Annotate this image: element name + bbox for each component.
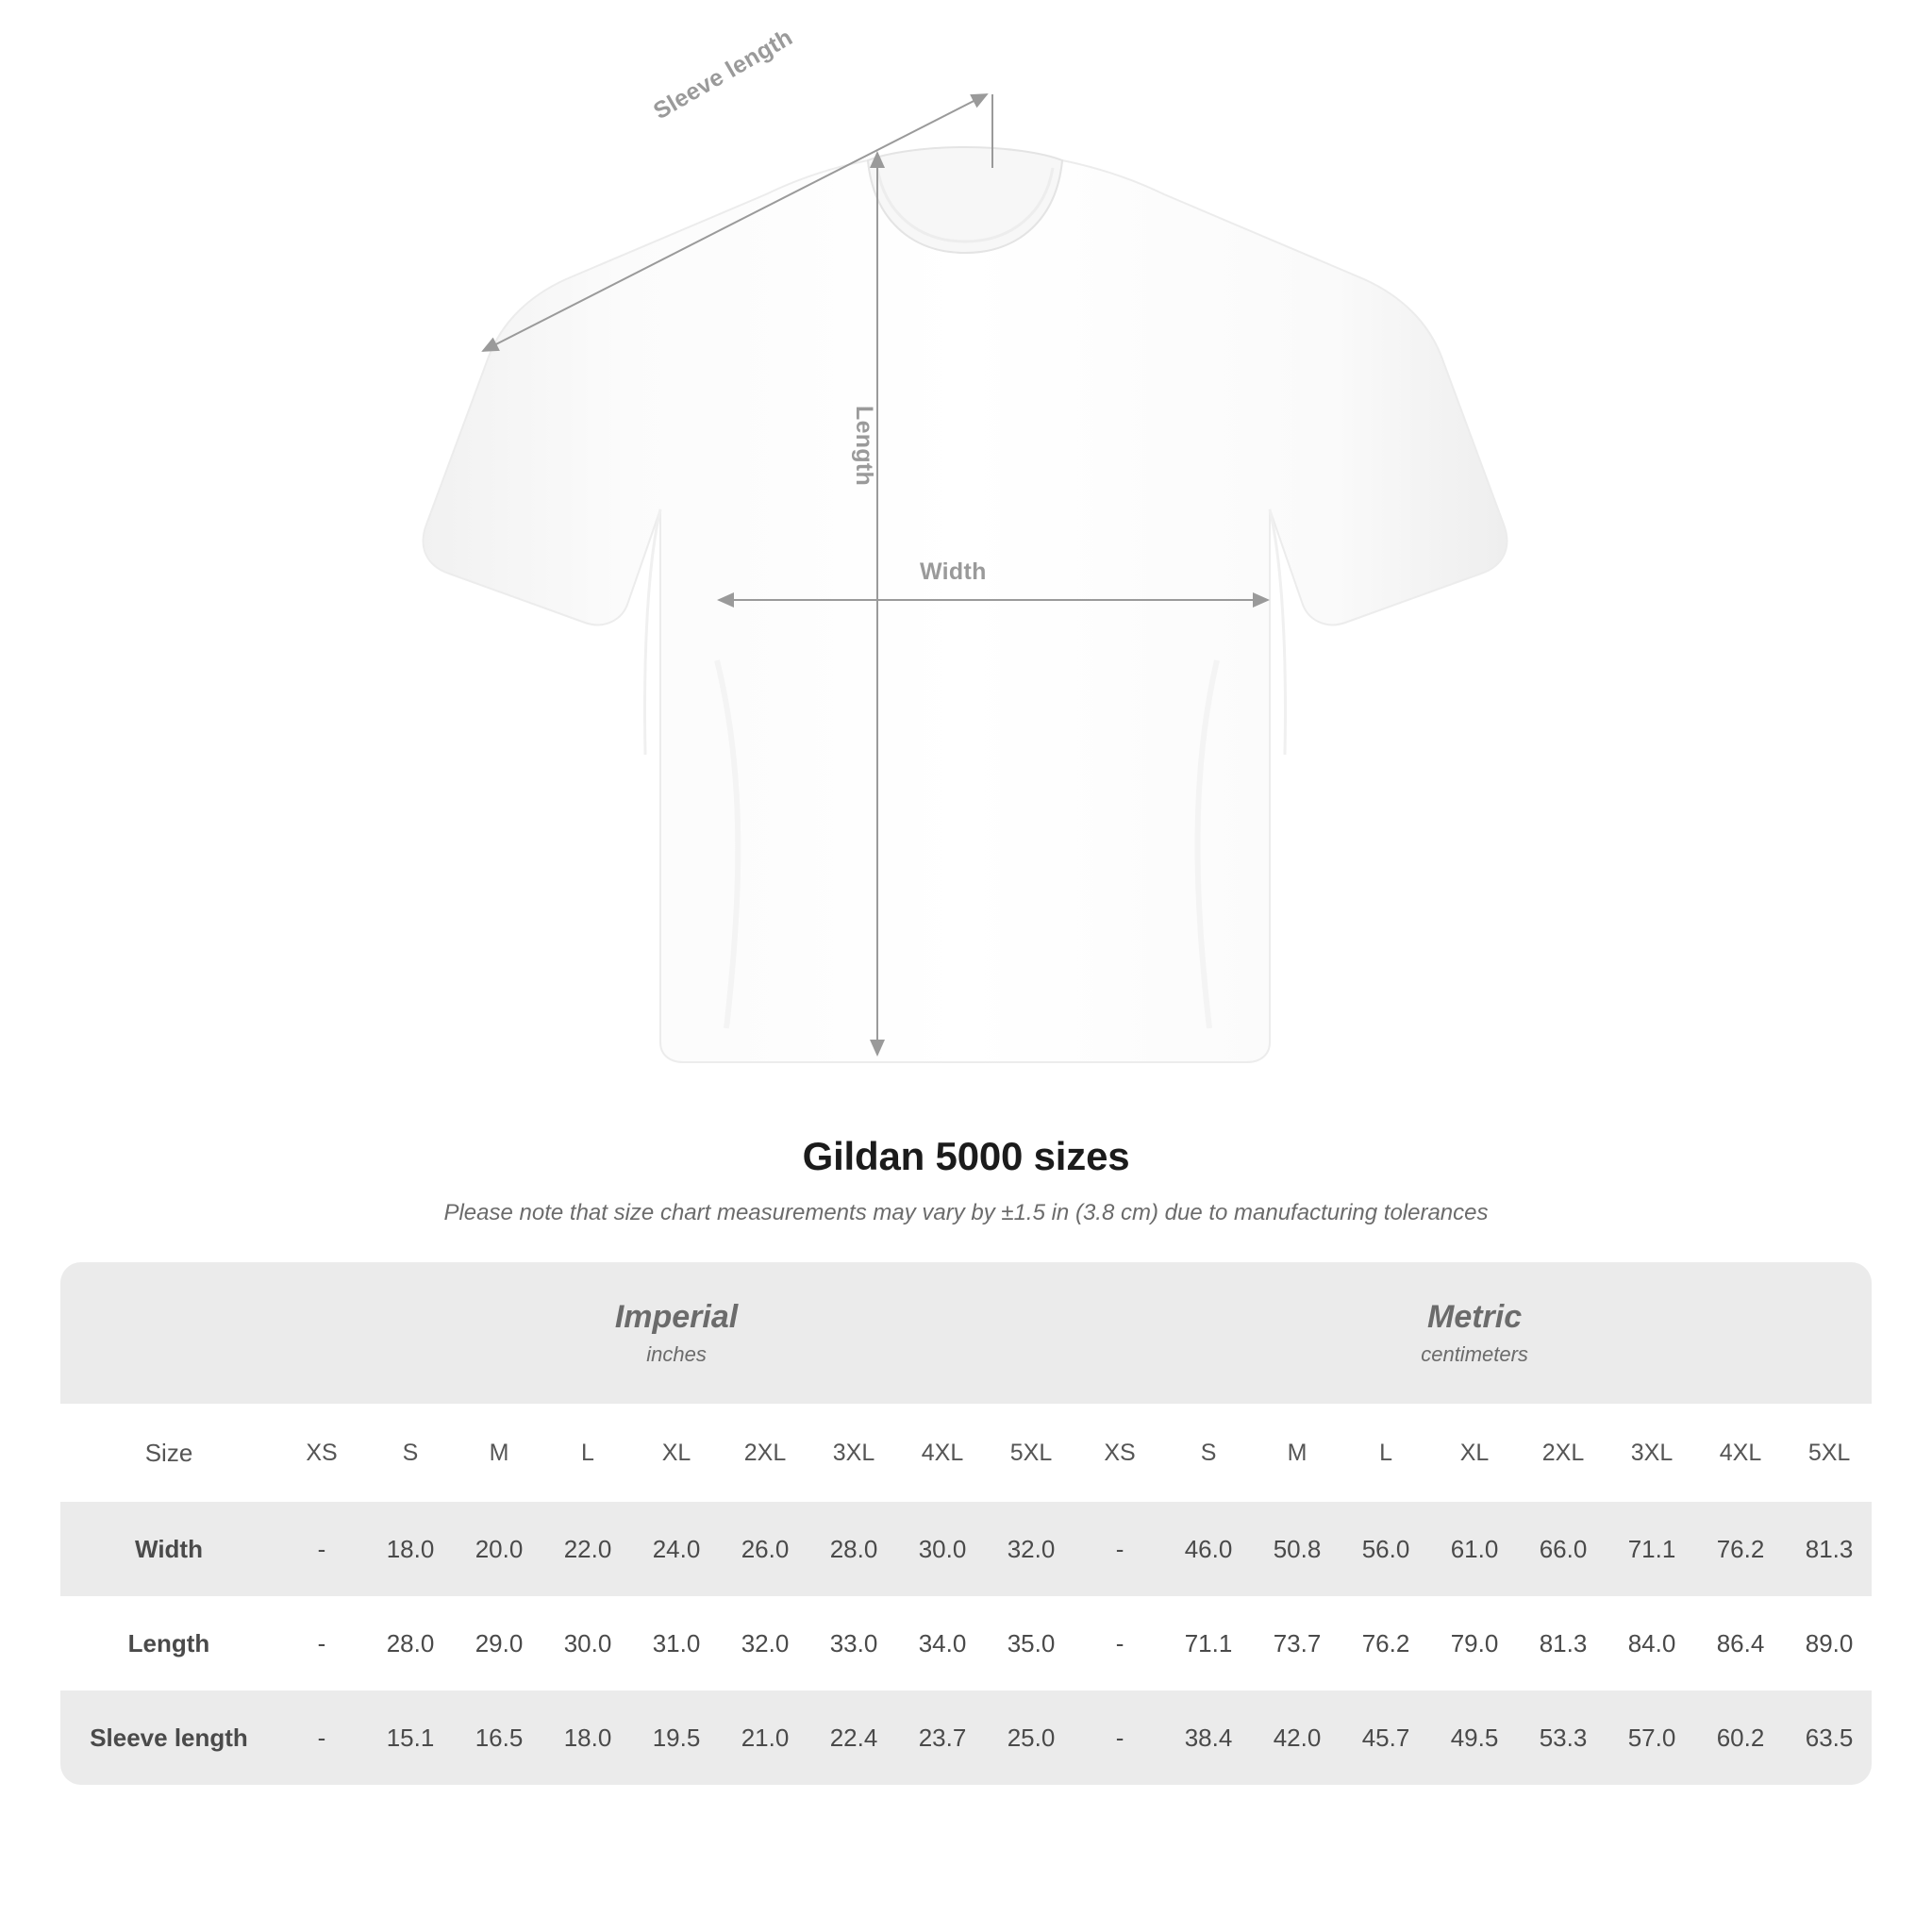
cell-width-imperial-xl: 24.0	[632, 1502, 721, 1596]
cell-sleeve-metric-3xl: 57.0	[1607, 1690, 1696, 1785]
table-row	[60, 1596, 1872, 1690]
size-header-metric-l: L	[1341, 1404, 1430, 1502]
cell-width-imperial-m: 20.0	[455, 1502, 543, 1596]
cell-sleeve-imperial-5xl: 25.0	[987, 1690, 1075, 1785]
size-header-metric-5xl: 5XL	[1785, 1404, 1872, 1502]
unit-metric-name: Metric	[1427, 1299, 1523, 1336]
row-label-length: Length	[60, 1596, 277, 1690]
cell-length-metric-2xl: 81.3	[1519, 1596, 1607, 1690]
size-header-imperial-4xl: 4XL	[898, 1404, 987, 1502]
cell-sleeve-imperial-l: 18.0	[543, 1690, 632, 1785]
cell-length-imperial-xs: -	[277, 1596, 366, 1690]
size-header-imperial-xl: XL	[632, 1404, 721, 1502]
cell-sleeve-imperial-s: 15.1	[366, 1690, 455, 1785]
cell-width-metric-l: 56.0	[1341, 1502, 1430, 1596]
cell-length-imperial-3xl: 33.0	[809, 1596, 898, 1690]
unit-header-row	[60, 1262, 1872, 1404]
cell-length-metric-4xl: 86.4	[1696, 1596, 1785, 1690]
cell-length-imperial-l: 30.0	[543, 1596, 632, 1690]
row-label-sleeve-length: Sleeve length	[60, 1690, 277, 1785]
cell-width-metric-xl: 61.0	[1430, 1502, 1519, 1596]
cell-length-imperial-xl: 31.0	[632, 1596, 721, 1690]
size-header-imperial-xs: XS	[277, 1404, 366, 1502]
tshirt-shape	[424, 147, 1507, 1062]
cell-sleeve-metric-s: 38.4	[1164, 1690, 1253, 1785]
unit-spacer	[60, 1262, 277, 1404]
cell-width-imperial-4xl: 30.0	[898, 1502, 987, 1596]
cell-length-imperial-5xl: 35.0	[987, 1596, 1075, 1690]
cell-width-metric-2xl: 66.0	[1519, 1502, 1607, 1596]
cell-length-imperial-2xl: 32.0	[721, 1596, 809, 1690]
size-header-imperial-3xl: 3XL	[809, 1404, 898, 1502]
size-header-metric-xl: XL	[1430, 1404, 1519, 1502]
cell-sleeve-metric-l: 45.7	[1341, 1690, 1430, 1785]
cell-width-metric-5xl: 81.3	[1785, 1502, 1872, 1596]
cell-sleeve-imperial-4xl: 23.7	[898, 1690, 987, 1785]
cell-length-imperial-s: 28.0	[366, 1596, 455, 1690]
size-table-wrapper	[60, 1262, 1872, 1785]
cell-width-metric-3xl: 71.1	[1607, 1502, 1696, 1596]
size-header-imperial-2xl: 2XL	[721, 1404, 809, 1502]
cell-width-imperial-s: 18.0	[366, 1502, 455, 1596]
length-label: Length	[851, 406, 877, 487]
size-header-imperial-m: M	[455, 1404, 543, 1502]
width-label: Width	[920, 558, 987, 585]
unit-imperial-sub: inches	[646, 1341, 707, 1366]
cell-length-metric-xs: -	[1075, 1596, 1164, 1690]
sleeve-length-label: Sleeve length	[649, 24, 797, 125]
size-header-metric-4xl: 4XL	[1696, 1404, 1785, 1502]
table-row	[60, 1502, 1872, 1596]
cell-width-metric-s: 46.0	[1164, 1502, 1253, 1596]
cell-length-metric-5xl: 89.0	[1785, 1596, 1872, 1690]
cell-width-metric-xs: -	[1075, 1502, 1164, 1596]
size-header-row	[60, 1404, 1872, 1502]
cell-sleeve-metric-xs: -	[1075, 1690, 1164, 1785]
size-header-metric-s: S	[1164, 1404, 1253, 1502]
cell-length-metric-l: 76.2	[1341, 1596, 1430, 1690]
cell-length-imperial-4xl: 34.0	[898, 1596, 987, 1690]
size-header-metric-2xl: 2XL	[1519, 1404, 1607, 1502]
table-row	[60, 1690, 1872, 1785]
cell-sleeve-imperial-xs: -	[277, 1690, 366, 1785]
size-table	[60, 1262, 1872, 1785]
cell-length-metric-xl: 79.0	[1430, 1596, 1519, 1690]
cell-width-metric-4xl: 76.2	[1696, 1502, 1785, 1596]
cell-width-imperial-3xl: 28.0	[809, 1502, 898, 1596]
cell-sleeve-imperial-m: 16.5	[455, 1690, 543, 1785]
cell-sleeve-metric-2xl: 53.3	[1519, 1690, 1607, 1785]
size-header-metric-xs: XS	[1075, 1404, 1164, 1502]
size-header-imperial-l: L	[543, 1404, 632, 1502]
unit-imperial	[277, 1262, 1075, 1404]
cell-length-metric-m: 73.7	[1253, 1596, 1341, 1690]
cell-width-imperial-5xl: 32.0	[987, 1502, 1075, 1596]
cell-width-imperial-l: 22.0	[543, 1502, 632, 1596]
cell-sleeve-imperial-2xl: 21.0	[721, 1690, 809, 1785]
size-header-imperial-s: S	[366, 1404, 455, 1502]
page-title: Gildan 5000 sizes	[802, 1134, 1130, 1178]
cell-sleeve-metric-m: 42.0	[1253, 1690, 1341, 1785]
unit-imperial-name: Imperial	[614, 1299, 739, 1336]
size-header-imperial-5xl: 5XL	[987, 1404, 1075, 1502]
cell-width-imperial-xs: -	[277, 1502, 366, 1596]
cell-sleeve-imperial-3xl: 22.4	[809, 1690, 898, 1785]
cell-width-imperial-2xl: 26.0	[721, 1502, 809, 1596]
cell-length-metric-s: 71.1	[1164, 1596, 1253, 1690]
cell-sleeve-metric-5xl: 63.5	[1785, 1690, 1872, 1785]
cell-length-metric-3xl: 84.0	[1607, 1596, 1696, 1690]
cell-width-metric-m: 50.8	[1253, 1502, 1341, 1596]
size-header-metric-m: M	[1253, 1404, 1341, 1502]
cell-length-imperial-m: 29.0	[455, 1596, 543, 1690]
size-header-metric-3xl: 3XL	[1607, 1404, 1696, 1502]
cell-sleeve-metric-xl: 49.5	[1430, 1690, 1519, 1785]
cell-sleeve-imperial-xl: 19.5	[632, 1690, 721, 1785]
row-label-width: Width	[60, 1502, 277, 1596]
title-block	[0, 1134, 1932, 1226]
unit-metric	[1075, 1262, 1872, 1404]
unit-metric-sub: centimeters	[1421, 1341, 1528, 1366]
tolerance-note: Please note that size chart measurements may vary by ±1.5 in (3.8 cm) due to manufacturing tolerances	[443, 1200, 1489, 1225]
cell-sleeve-metric-4xl: 60.2	[1696, 1690, 1785, 1785]
size-header-label: Size	[60, 1404, 277, 1502]
